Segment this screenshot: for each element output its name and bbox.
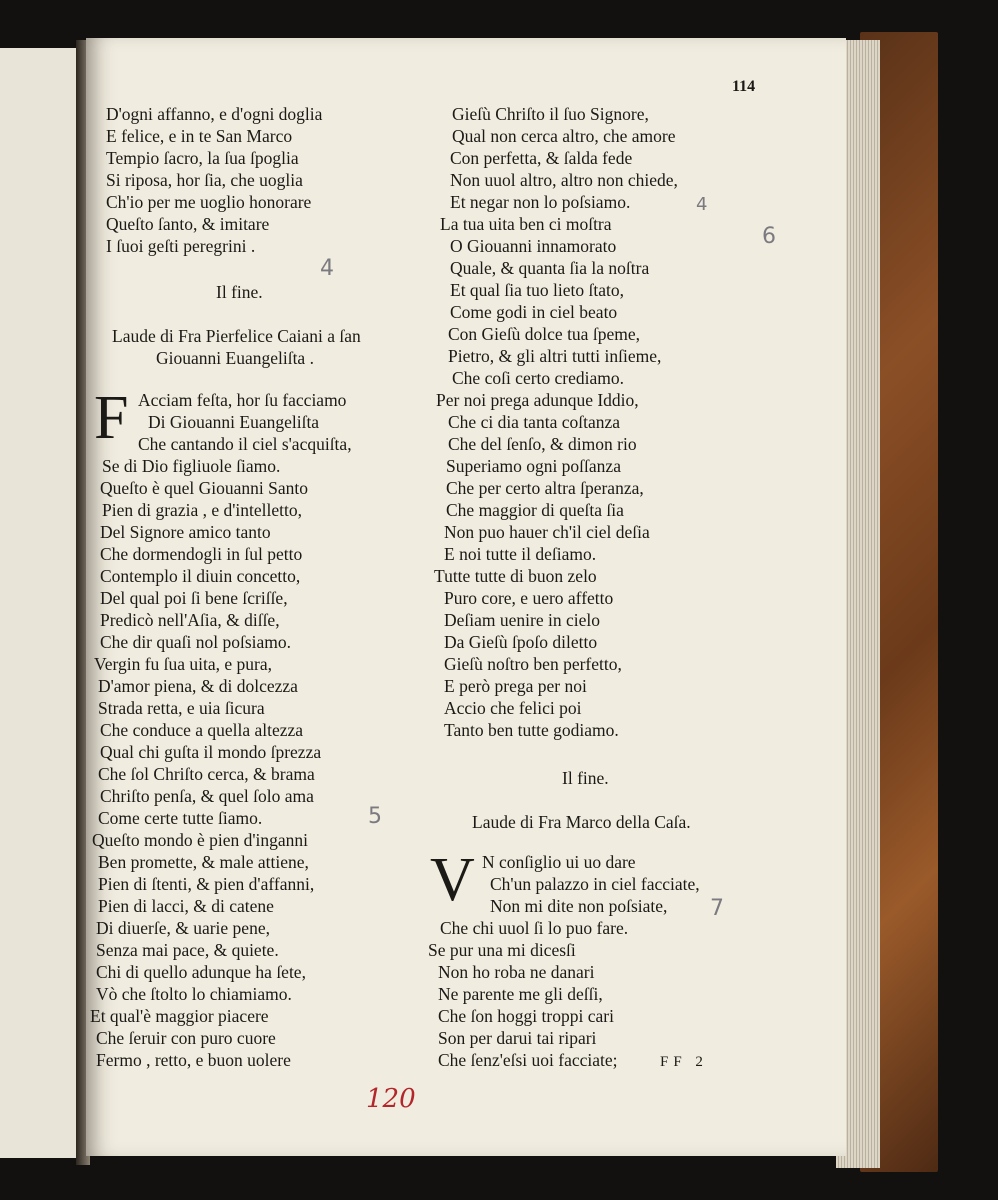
verse-line: Che del ſenſo, & dimon rio: [448, 434, 637, 454]
verse-line: Qual non cerca altro, che amore: [452, 126, 676, 146]
verse-line: Contemplo il diuin concetto,: [100, 566, 301, 586]
signature-mark: FF 2: [660, 1054, 708, 1070]
laude-title: Laude di Fra Marco della Caſa.: [472, 812, 691, 832]
verse-line: Di diuerſe, & uarie pene,: [96, 918, 270, 938]
verse-line: Pien di ſtenti, & pien d'affanni,: [98, 874, 315, 894]
verse-line: Se pur una mi dicesſi: [428, 940, 576, 960]
pencil-annotation: 4: [696, 194, 708, 215]
verse-line: Son per darui tai ripari: [438, 1028, 597, 1048]
verse-line: Che maggior di queſta ſia: [446, 500, 624, 520]
verse-line: Che conduce a quella altezza: [100, 720, 304, 740]
verse-line: E però prega per noi: [444, 676, 587, 696]
verse-line: Ben promette, & male attiene,: [98, 852, 309, 872]
verse-line: Che dormendogli in ſul petto: [100, 544, 303, 564]
verse-line: I ſuoi geſti peregrini .: [106, 236, 256, 256]
verse-line: Come certe tutte ſiamo.: [98, 808, 263, 828]
verse-line: Vergin fu ſua uita, e pura,: [94, 654, 273, 674]
verse-line: Per noi prega adunque Iddio,: [436, 390, 639, 410]
verse-line: Qual chi guſta il mondo ſprezza: [100, 742, 322, 762]
verse-line: Chriſto penſa, & quel ſolo ama: [100, 786, 314, 806]
verse-line: Chi di quello adunque ha ſete,: [96, 962, 306, 982]
verse-line: Acciam feſta, hor ſu facciamo: [138, 390, 347, 410]
verse-line: Del Signore amico tanto: [100, 522, 271, 542]
verse-line: Strada retta, e uia ſicura: [98, 698, 265, 718]
verse-line: Se di Dio figliuole ſiamo.: [102, 456, 281, 476]
verse-line: O Giouanni innamorato: [450, 236, 617, 256]
verse-line: Et negar non lo poſsiamo.: [450, 192, 631, 212]
verse-line: Queſto è quel Giouanni Santo: [100, 478, 309, 498]
verse-line: Queſto mondo è pien d'inganni: [92, 830, 309, 850]
verse-line: D'ogni affanno, e d'ogni doglia: [106, 104, 323, 124]
verse-line: Che dir quaſi nol poſsiamo.: [100, 632, 292, 652]
verse-line: Con Gieſù dolce tua ſpeme,: [448, 324, 640, 344]
verse-line: Che chi uuol ſi lo puo fare.: [440, 918, 629, 938]
right-column: [428, 104, 762, 1094]
verse-line: Che cantando il ciel s'acquiſta,: [138, 434, 352, 454]
verse-line: Che ci dia tanta coſtanza: [448, 412, 621, 432]
verse-line: Gieſù Chriſto il ſuo Signore,: [452, 104, 649, 124]
verse-line: Che ſol Chriſto cerca, & brama: [98, 764, 315, 784]
verse-line: E noi tutte il deſiamo.: [444, 544, 597, 564]
il-fine-heading: Il fine.: [216, 282, 263, 302]
verse-line: Non puo hauer ch'il ciel deſia: [444, 522, 650, 542]
verse-line: Ne parente me gli deſſi,: [438, 984, 603, 1004]
left-column: [90, 104, 436, 1094]
verse-line: Che ſenz'eſsi uoi facciate;: [438, 1050, 618, 1070]
verse-line: Che coſi certo crediamo.: [452, 368, 625, 388]
verse-line: Ch'io per me uoglio honorare: [106, 192, 312, 212]
verse-line: Puro core, e uero affetto: [444, 588, 614, 608]
verse-line: Senza mai pace, & quiete.: [96, 940, 279, 960]
verse-line: Tanto ben tutte godiamo.: [444, 720, 619, 740]
verse-line: Vò che ſtolto lo chiamiamo.: [96, 984, 292, 1004]
verse-line: Che ſon hoggi troppi cari: [438, 1006, 614, 1026]
drop-cap-letter: V: [430, 846, 475, 914]
verse-line: E felice, e in te San Marco: [106, 126, 293, 146]
pencil-annotation: 5: [368, 804, 382, 829]
verse-line: Non uuol altro, altro non chiede,: [450, 170, 678, 190]
verse-line: Predicò nell'Aſia, & diſſe,: [100, 610, 280, 630]
verse-line: Pien di lacci, & di catene: [98, 896, 274, 916]
verse-line: Accio che felici poi: [444, 698, 582, 718]
page-number: 114: [732, 78, 756, 95]
verse-line: Che per certo altra ſperanza,: [446, 478, 644, 498]
verse-line: D'amor piena, & di dolcezza: [98, 676, 298, 696]
pencil-annotation: 7: [710, 896, 724, 921]
verse-line: Quale, & quanta ſia la noſtra: [450, 258, 650, 278]
verse-line: Superiamo ogni poſſanza: [446, 456, 621, 476]
verse-line: N conſiglio ui uo dare: [482, 852, 636, 872]
verse-line: Si riposa, hor ſia, che uoglia: [106, 170, 303, 190]
facing-page-edge: [0, 48, 79, 1158]
verse-line: Con perfetta, & ſalda fede: [450, 148, 633, 168]
book-page: [86, 38, 846, 1156]
verse-line: Da Gieſù ſpoſo diletto: [444, 632, 598, 652]
verse-line: Et qual'è maggior piacere: [90, 1006, 269, 1026]
pencil-annotation: 4: [320, 256, 334, 281]
verse-line: Pien di grazia , e d'intelletto,: [102, 500, 302, 520]
il-fine-heading: Il fine.: [562, 768, 609, 788]
verse-line: Gieſù noſtro ben perfetto,: [444, 654, 622, 674]
verse-line: Tutte tutte di buon zelo: [434, 566, 597, 586]
verse-line: Fermo , retto, e buon uolere: [96, 1050, 291, 1070]
verse-line: Queſto ſanto, & imitare: [106, 214, 270, 234]
verse-line: Come godi in ciel beato: [450, 302, 618, 322]
red-ink-folio-number: 120: [366, 1084, 416, 1114]
laude-title-line-2: Giouanni Euangeliſta .: [156, 348, 314, 368]
verse-line: Deſiam uenire in cielo: [444, 610, 600, 630]
laude-title-line-1: Laude di Fra Pierfelice Caiani a ſan: [112, 326, 361, 346]
verse-line: Pietro, & gli altri tutti inſieme,: [448, 346, 662, 366]
verse-line: Tempio ſacro, la ſua ſpoglia: [106, 148, 299, 168]
verse-line: Non mi dite non poſsiate,: [490, 896, 668, 916]
verse-line: Di Giouanni Euangeliſta: [148, 412, 320, 432]
verse-line: Ch'un palazzo in ciel facciate,: [490, 874, 700, 894]
verse-line: Che ſeruir con puro cuore: [96, 1028, 276, 1048]
drop-cap-letter: F: [94, 384, 129, 452]
verse-line: La tua uita ben ci moſtra: [440, 214, 612, 234]
verse-line: Non ho roba ne danari: [438, 962, 595, 982]
verse-line: Et qual ſia tuo lieto ſtato,: [450, 280, 624, 300]
pencil-annotation: 6: [762, 224, 776, 249]
verse-line: Del qual poi ſi bene ſcriſſe,: [100, 588, 288, 608]
